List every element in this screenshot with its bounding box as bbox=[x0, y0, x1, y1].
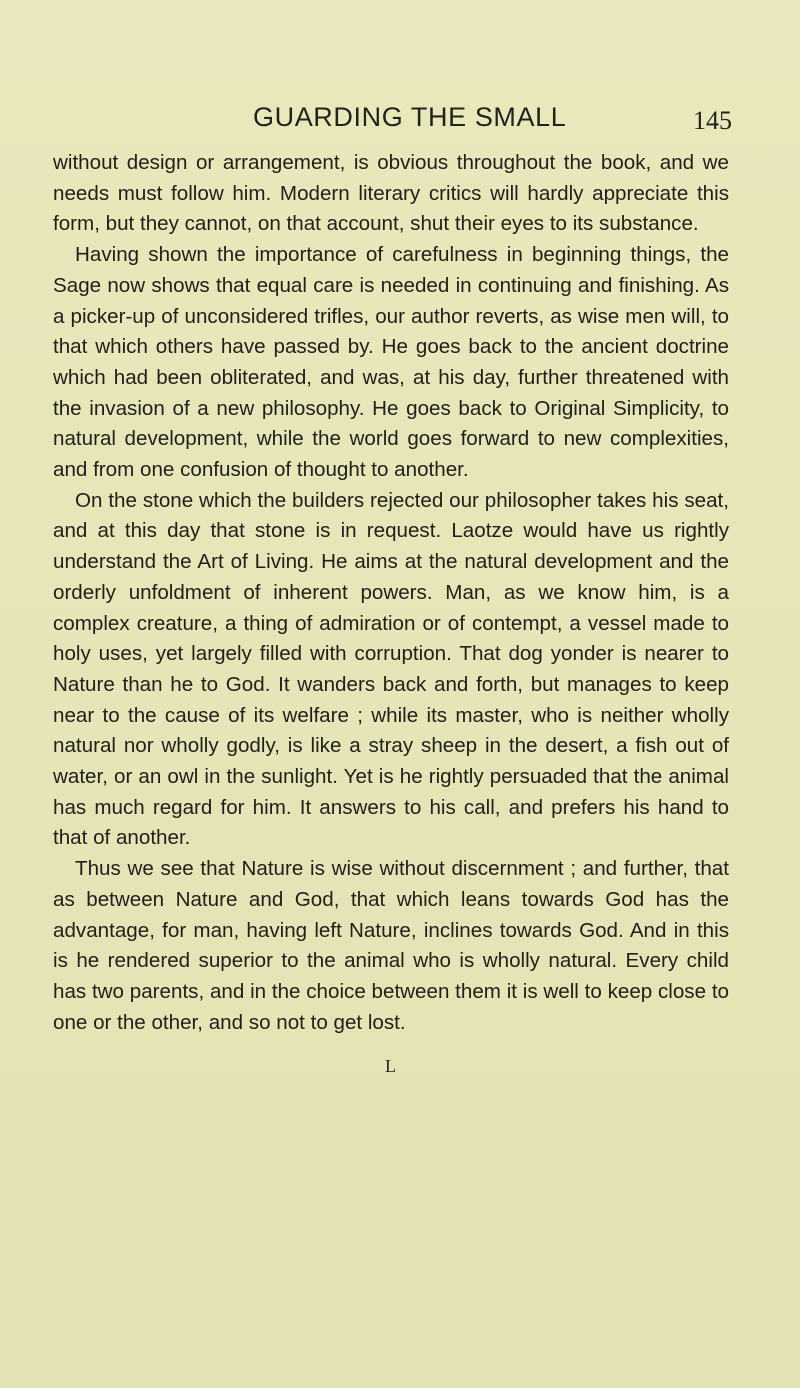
body-text bbox=[53, 148, 729, 1038]
running-title: GUARDING THE SMALL bbox=[253, 102, 567, 132]
page-number: 145 bbox=[693, 106, 732, 135]
paragraph: Having shown the importance of carefulness in beginning things, the Sage now shows that equal care is needed in continuing and finishing. As a picker-up of unconsidered trifles, our author reverts, as wise men will, to that which others have passed by. He goes back to the ancient doctrine which had been obliterated, and was, at his day, further threatened with the invasion of a new philosophy. He goes back to Original Simplicity, to natural development, while the world goes forward to new complexities, and from one confusion of thought to another. bbox=[53, 243, 729, 482]
signature-mark: L bbox=[385, 1056, 396, 1076]
paragraph: On the stone which the builders rejected our philosopher takes his seat, and at this day that stone is in request. Laotze would have us rightly understand the Art of Living. He aims at the natural development and the orderly unfoldment of inherent powers. Man, as we know him, is a complex creature, a thing of admiration or of contempt, a vessel made to holy uses, yet largely filled with corruption. That dog yonder is nearer to Nature than he to God. It wanders back and forth, but manages to keep near to the cause of its welfare ; while its master, who is neither wholly natural nor wholly godly, is like a stray sheep in the desert, a fish out of water, or an owl in the sunlight. Yet is he rightly persuaded that the animal has much regard for him. It answers to his call, and prefers his hand to that of another. bbox=[53, 488, 729, 850]
paragraph: Thus we see that Nature is wise without discernment ; and further, that as between Nature and God, that which leans towards God has the advantage, for man, having left Nature, inclines towards God. And in this is he rendered superior to the animal who is wholly natural. Every child has two parents, and in the choice between them it is well to keep close to one or the other, and so not to get lost. bbox=[53, 857, 729, 1034]
paragraph: without design or arrangement, is obvious throughout the book, and we needs must follow him. Modern literary critics will hardly appreciate this form, but they cannot, on that account, shut their eyes to its substance. bbox=[53, 151, 729, 236]
running-head bbox=[0, 102, 800, 142]
